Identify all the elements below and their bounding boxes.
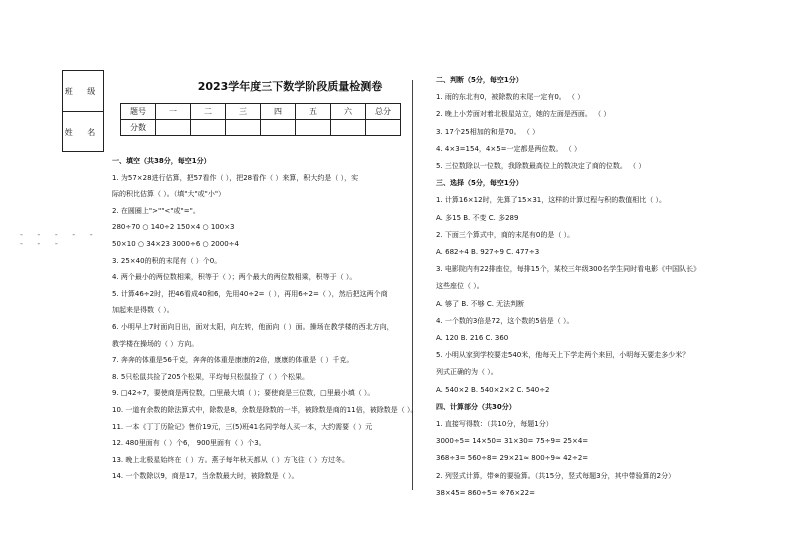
score-cell: 总分: [366, 104, 401, 120]
left-line: 2. 在圆圈上">""<"或"="。: [112, 206, 200, 215]
right-line: 3. 电影院内有22排座位，每排15个，某校三年级300名学生同时看电影《中国队长》: [436, 265, 701, 274]
right-line: 3000÷5= 14×50= 31×30= 75÷9= 25×4=: [436, 437, 589, 446]
score-table: [120, 103, 401, 136]
left-line: 13. 晚上北极星始终在（ ）方。燕子每年秋天都从（ ）方飞往（ ）方过冬。: [112, 455, 350, 464]
score-cell: 六: [331, 104, 366, 120]
name-label: 姓 名: [64, 127, 102, 137]
student-info-box: [62, 70, 104, 152]
score-cell: 一: [156, 104, 191, 120]
right-line: 1. 计算16×12时，先算了15×31，这样的计算过程与积的数值相比（ ）。: [436, 196, 666, 205]
right-line: 4. 一个数的3倍是72，这个数的5倍是（ ）。: [436, 316, 574, 325]
right-line: 3. 17个25相加的和是70。 （ ）: [436, 127, 540, 136]
left-line: 际的积比估算（ ）。（填"大"或"小"）: [112, 190, 226, 199]
score-cell: 二: [191, 104, 226, 120]
right-line: 四、计算部分（共30分）: [436, 402, 516, 411]
score-cell[interactable]: [296, 120, 331, 136]
left-line: 6. 小明早上7时面向日出，面对太阳，向左转，他面向（ ）面。操场在教学楼的西北方向，: [112, 323, 394, 331]
left-line: 9. □42÷7，要使商是两位数，□里最大填（ ）；要使商是三位数，□里最小填（ ）。: [112, 389, 375, 398]
right-line: 368÷3= 560÷8= 29×21≈ 800÷9≈ 42÷2=: [436, 454, 589, 463]
left-line: 8. 5只松鼠共捡了205个松果，平均每只松鼠捡了（ ）个松果。: [112, 372, 309, 381]
left-line: 一、填空（共38分，每空1分）: [112, 157, 211, 165]
left-line: 3. 25×40的积的末尾有（ ）个0。: [112, 256, 222, 265]
right-line: A. 682÷4 B. 927÷9 C. 477÷3: [436, 248, 540, 256]
score-cell: 五: [296, 104, 331, 120]
left-line: 11. 一本《丁丁历险记》售价19元，三(5)班41名同学每人买一本，大约需要（ ）元: [112, 422, 373, 431]
score-table-header-row: [121, 104, 401, 120]
right-line: 1. 雨的东北有0，被除数的末尾一定有0。 （ ）: [436, 93, 585, 102]
score-cell: 题号: [121, 104, 156, 120]
right-line: 38×45= 860÷5= ※76×22=: [436, 488, 535, 497]
left-line: 7. 奔奔的体重是56千克，奔奔的体重是康康的2倍，康康的体重是（ ）千克。: [112, 356, 354, 365]
left-line: 280÷70 ○ 140÷2 150×4 ○ 100×3: [112, 223, 235, 232]
score-cell[interactable]: [261, 120, 296, 136]
right-line: 2. 列竖式计算，带※的要验算。（共15分，竖式每题3分，其中带验算的2分）: [436, 471, 676, 480]
class-label: 班 级: [63, 71, 103, 112]
score-cell[interactable]: [226, 120, 261, 136]
left-line: 5. 计算46÷2时，把46看成40和6，先用40÷2=（ ），再用6÷2=（ ），然后把这两个商: [112, 289, 388, 298]
right-line: 三、选择（5分，每空1分）: [436, 179, 523, 188]
right-line: 5. 三位数除以一位数，我除数最高位上的数决定了商的位数。 （ ）: [436, 162, 646, 170]
right-line: 这些座位（ ）。: [436, 282, 484, 291]
left-line: 教学楼在操场的（ ）方向。: [112, 339, 199, 348]
binding-line: - - - - - - - -: [20, 230, 99, 248]
score-cell[interactable]: [366, 120, 401, 136]
right-line: 2. 晚上小芳面对着北极星站立，她的左面是西面。 （ ）: [436, 110, 611, 119]
score-table-score-row: [121, 120, 401, 136]
score-cell[interactable]: [191, 120, 226, 136]
right-line: 列式正确的为（ ）。: [436, 368, 498, 377]
right-line: A. 够了 B. 不够 C. 无法判断: [436, 299, 525, 308]
score-cell[interactable]: [156, 120, 191, 136]
score-cell: 四: [261, 104, 296, 120]
left-line: 50×10 ○ 34×23 3000÷6 ○ 2000÷4: [112, 240, 239, 248]
left-line: 10. 一道有余数的除法算式中，除数是8，余数是除数的一半，被除数是商的11倍，被除数是（ ）。: [112, 406, 418, 414]
left-line: 12. 480里面有（ ）个6， 900里面有（ ）个3。: [112, 439, 266, 448]
right-line: A. 120 B. 216 C. 360: [436, 334, 509, 342]
left-line: 1. 为57×28进行估算，把57看作（ ），把28看作（ ）来算，积大约是（ ），实: [112, 173, 359, 182]
score-cell: 三: [226, 104, 261, 120]
score-cell: 分数: [121, 120, 156, 136]
right-line: A. 多15 B. 不变 C. 多289: [436, 213, 519, 222]
right-line: 2. 下面三个算式中，商的末尾有0的是（ ）。: [436, 230, 575, 239]
right-line: 4. 4×3=154，4×5=一定都是两位数。 （ ）: [436, 144, 581, 153]
left-line: 加起来是得数（ ）。: [112, 306, 174, 315]
column-divider: [412, 80, 413, 490]
left-line: 4. 两个最小的两位数相乘，积等于（ ）；两个最大的两位数相乘，积等于（ ）。: [112, 273, 357, 282]
exam-title: 2023学年度三下数学阶段质量检测卷: [197, 80, 383, 93]
left-line: 14. 一个数除以9，商是17，当余数最大时，被除数是（ ）。: [112, 472, 299, 481]
right-line: 二、判断（5分，每空1分）: [436, 76, 523, 84]
right-line: 5. 小明从家到学校要走540米，他每天上下学走两个来回，小明每天要走多少米？: [436, 351, 690, 360]
right-line: 1. 直接写得数：（共10分，每题1分）: [436, 420, 553, 428]
score-cell[interactable]: [331, 120, 366, 136]
right-line: A. 540×2 B. 540×2×2 C. 540÷2: [436, 385, 550, 394]
